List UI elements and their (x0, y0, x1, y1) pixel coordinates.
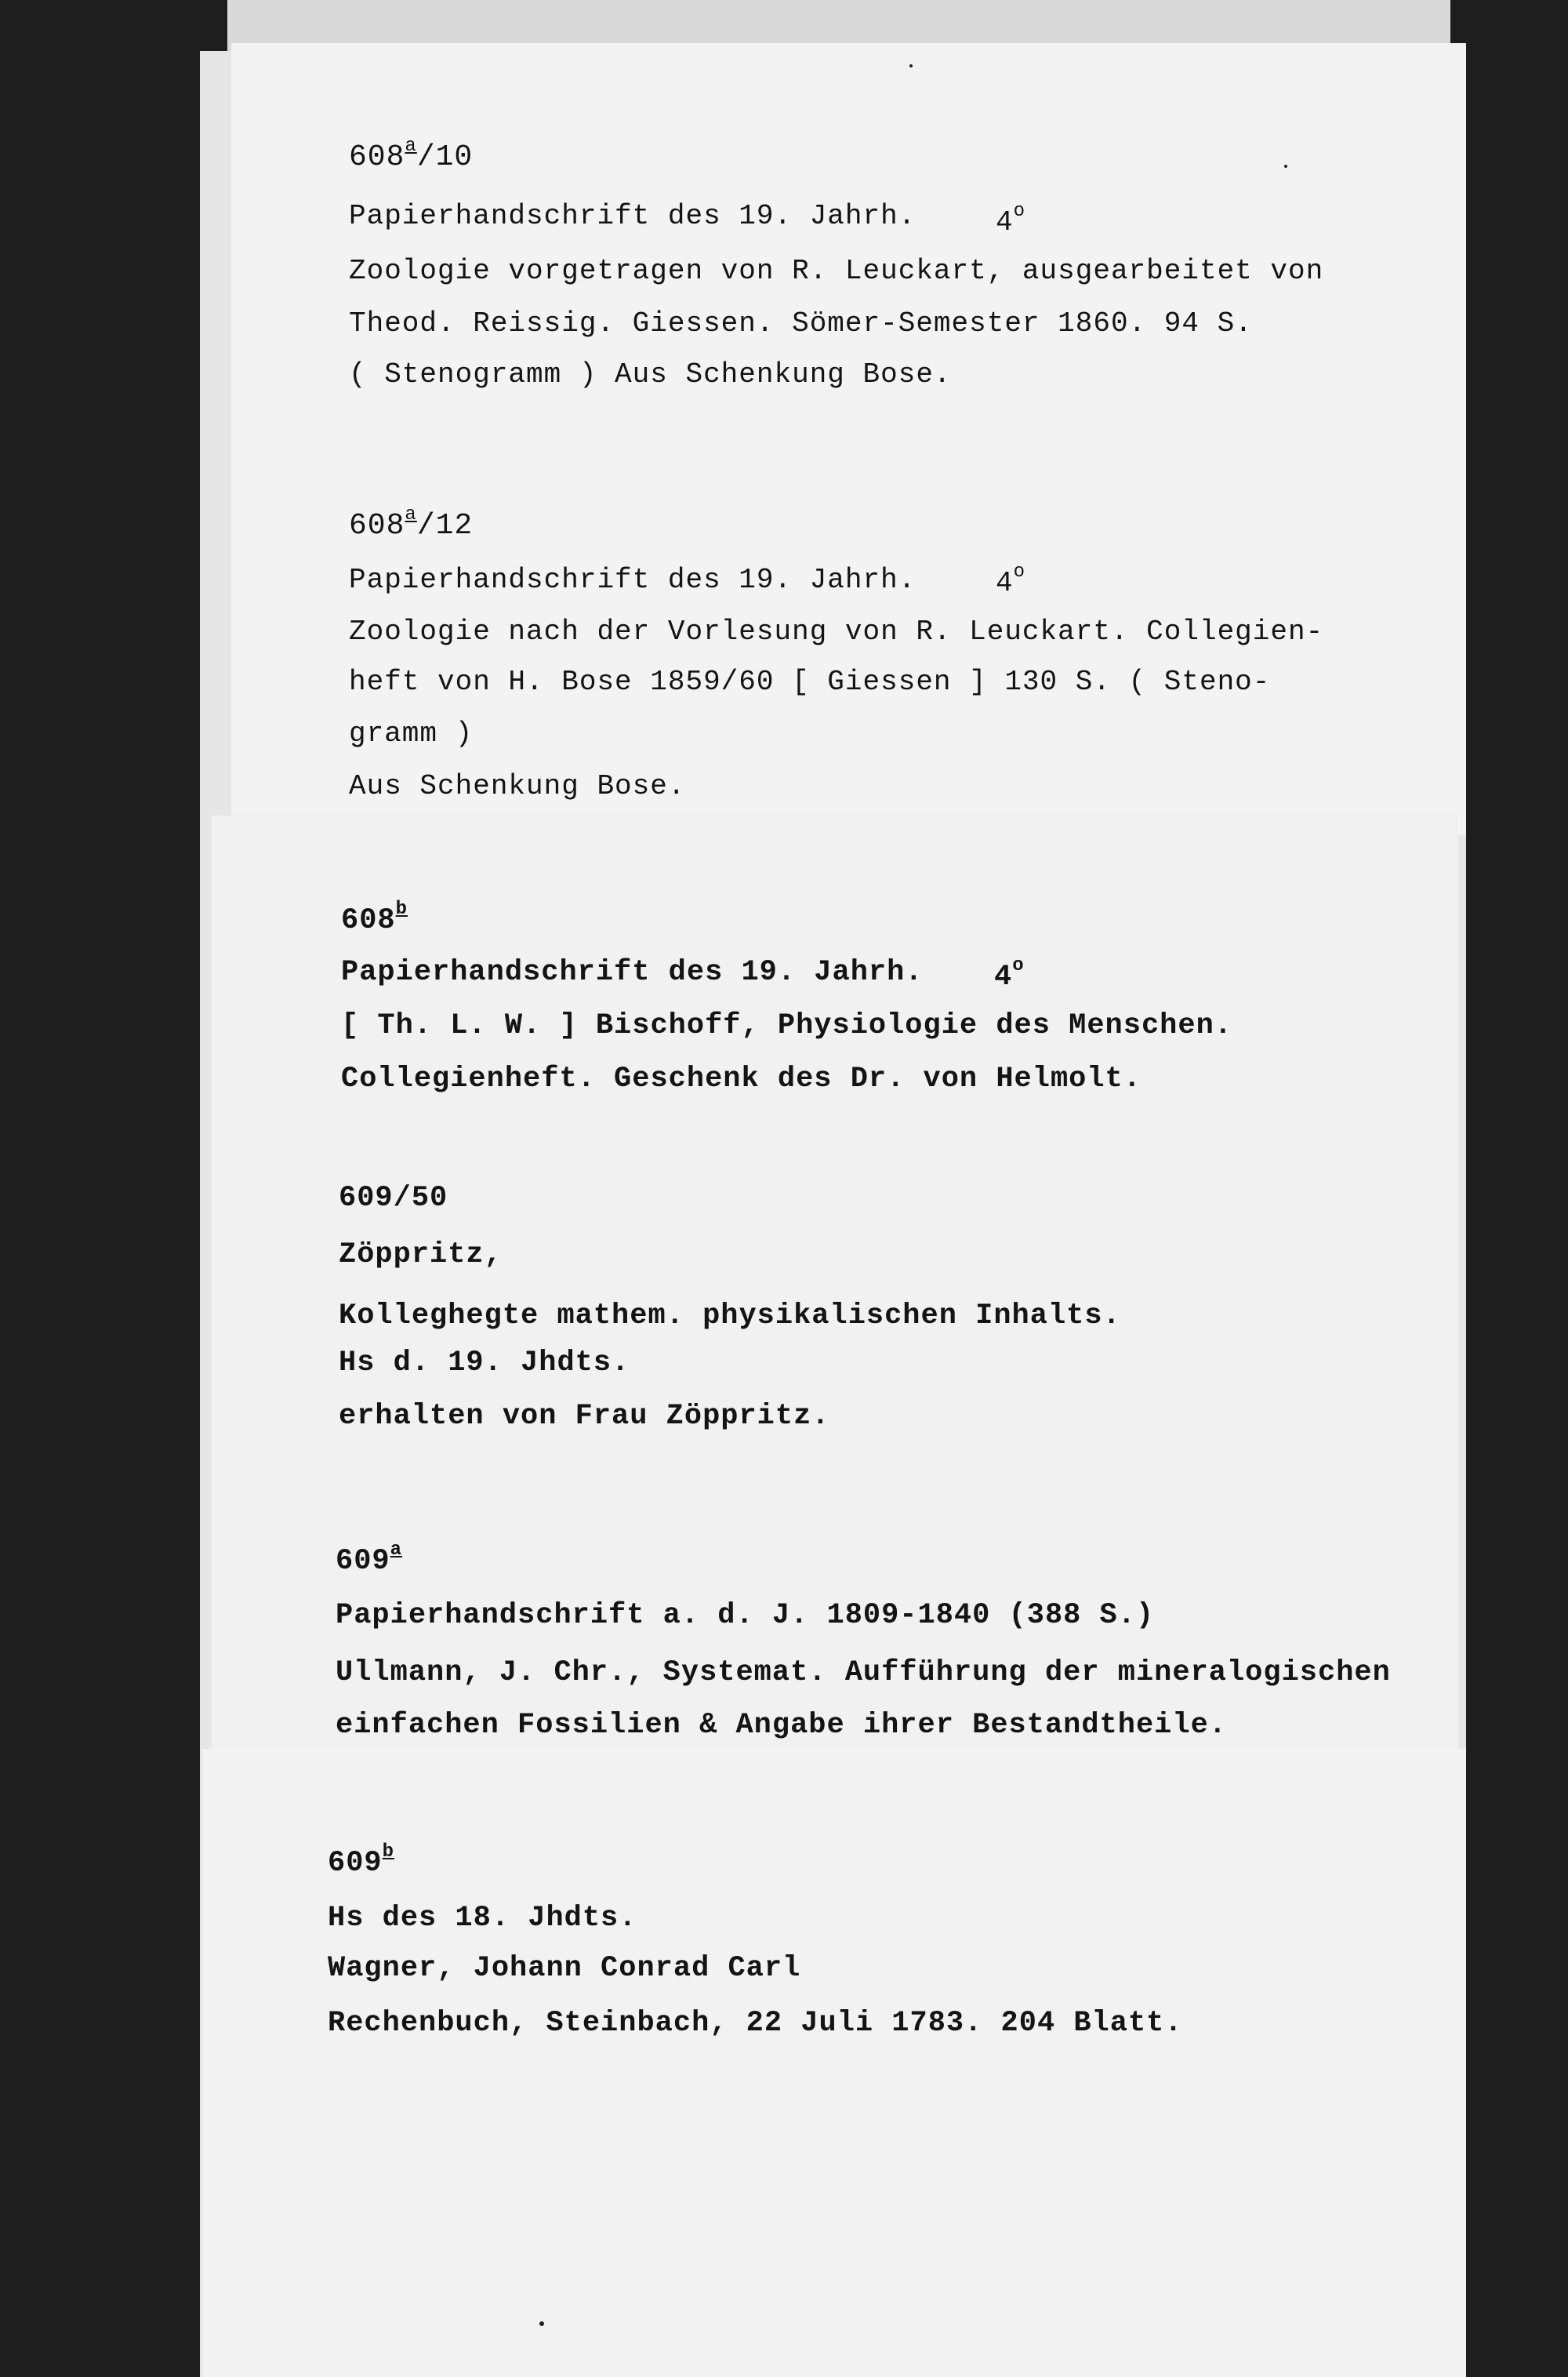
entry-line: Wagner, Johann Conrad Carl (328, 1952, 801, 1985)
shelf-mark: 608$^a$/12 (349, 504, 474, 543)
entry-line: Papierhandschrift a. d. J. 1809-1840 (388 S.) (336, 1599, 1155, 1632)
entry-line: Collegienheft. Geschenk des Dr. von Helmolt. (341, 1063, 1142, 1096)
shelf-mark: 609$^b$ (328, 1841, 395, 1880)
entry-line: Kolleghegte mathem. physikalischen Inhalts. (339, 1299, 1121, 1332)
shelf-mark: 608$^b$ (341, 899, 408, 937)
format-note: 4$^o$ (996, 562, 1026, 599)
entry-line: Hs d. 19. Jhdts. (339, 1347, 630, 1379)
format-note: 4$^o$ (994, 955, 1025, 994)
entry-line: gramm ) (349, 718, 474, 750)
entry-line: erhalten von Frau Zöppritz. (339, 1400, 830, 1433)
entry-line: Papierhandschrift des 19. Jahrh. (341, 956, 924, 989)
entry-line: Aus Schenkung Bose. (349, 770, 686, 802)
format-note: 4$^o$ (996, 201, 1026, 238)
entry-line: Papierhandschrift des 19. Jahrh. (349, 200, 916, 232)
entry-line: Ullmann, J. Chr., Systemat. Aufführung der mineralogischen (336, 1656, 1391, 1689)
entry-line: Theod. Reissig. Giessen. Sömer-Semester 1860. 94 S. (349, 307, 1253, 340)
ink-speck (1284, 165, 1287, 168)
entry-line: Papierhandschrift des 19. Jahrh. (349, 564, 916, 596)
entry-line: Hs des 18. Jhdts. (328, 1902, 637, 1935)
shelf-mark: 608$^a$/10 (349, 136, 474, 174)
entry-line: einfachen Fossilien & Angabe ihrer Bestandtheile. (336, 1709, 1227, 1742)
shelf-mark: 609/50 (339, 1182, 448, 1215)
entry-line: Zoologie nach der Vorlesung von R. Leuckart. Collegien- (349, 616, 1324, 648)
ink-speck (909, 64, 913, 67)
entry-line: Zöppritz, (339, 1238, 503, 1271)
entry-line: [ Th. L. W. ] Bischoff, Physiologie des Menschen. (341, 1009, 1232, 1042)
entry-line: Rechenbuch, Steinbach, 22 Juli 1783. 204 Blatt. (328, 2007, 1183, 2040)
entry-line: ( Stenogramm ) Aus Schenkung Bose. (349, 358, 952, 391)
entry-line: Zoologie vorgetragen von R. Leuckart, ausgearbeitet von (349, 255, 1324, 287)
ink-speck (539, 2321, 544, 2326)
shelf-mark: 609$^a$ (336, 1539, 403, 1578)
entry-line: heft von H. Bose 1859/60 [ Giessen ] 130 S. ( Steno- (349, 666, 1271, 698)
